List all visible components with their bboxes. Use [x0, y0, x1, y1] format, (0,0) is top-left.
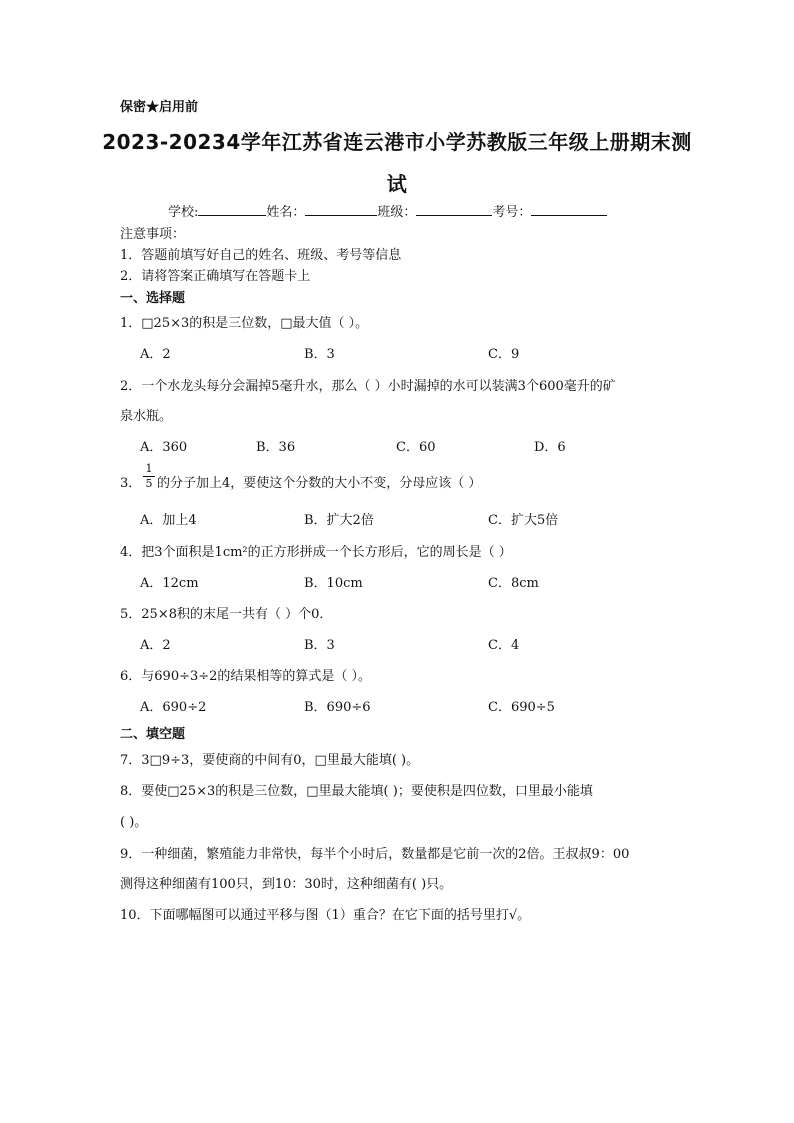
note-item-2: 2．请将答案正确填写在答题卡上: [120, 269, 311, 284]
q5-option-c[interactable]: C．4: [488, 638, 520, 653]
q3-option-a[interactable]: A．加上4: [140, 513, 197, 528]
q6-option-b[interactable]: B．690÷6: [304, 700, 371, 715]
question-1: 1．□25×3的积是三位数，□最大值（ ）。: [120, 316, 369, 331]
q1-option-b[interactable]: B．3: [304, 347, 335, 362]
question-8-continued: ( )。: [120, 815, 148, 830]
question-10: 10．下面哪幅图可以通过平移与图（1）重合？在它下面的括号里打√。: [120, 908, 531, 923]
question-3: 的分子加上4，要使这个分数的大小不变，分母应该（ ）: [157, 476, 482, 491]
school-blank[interactable]: [198, 203, 266, 216]
q1-option-c[interactable]: C．9: [488, 347, 520, 362]
note-item-1: 1．答题前填写好自己的姓名、班级、考号等信息: [120, 248, 402, 263]
student-info-row: [168, 201, 607, 220]
page-title-continued: 试: [386, 172, 408, 196]
section-heading-fill-in: 二、填空题: [120, 727, 186, 742]
question-6: 6．与690÷3÷2的结果相等的算式是（ ）。: [120, 669, 372, 684]
page-title: 2023-20234学年江苏省连云港市小学苏教版三年级上册期末测: [102, 130, 692, 154]
section-heading-choice: 一、选择题: [120, 291, 186, 306]
q3-option-c[interactable]: C．扩大5倍: [488, 513, 559, 528]
name-label: 姓名：: [266, 205, 306, 220]
q6-option-a[interactable]: A．690÷2: [140, 700, 207, 715]
class-blank[interactable]: [416, 203, 492, 216]
q2-option-a[interactable]: A．360: [140, 440, 188, 455]
class-label: 班级：: [377, 205, 417, 220]
q4-option-a[interactable]: A．12cm: [140, 576, 199, 591]
q4-option-b[interactable]: B．10cm: [304, 576, 363, 591]
exam-number-blank[interactable]: [531, 203, 607, 216]
q4-option-c[interactable]: C．8cm: [488, 576, 539, 591]
question-7: 7．3□9÷3，要使商的中间有0，□里最大能填( )。: [120, 753, 420, 768]
exam-number-label: 考号：: [492, 205, 532, 220]
fraction-numerator: 1: [145, 462, 153, 475]
question-9: 9．一种细菌，繁殖能力非常快，每半个小时后，数量都是它前一次的2倍。王叔叔9：00: [120, 847, 630, 862]
school-label: 学校:: [168, 205, 199, 220]
question-5: 5．25×8积的末尾一共有（ ）个0．: [120, 607, 333, 622]
notes-heading: 注意事项：: [120, 227, 186, 242]
q6-option-c[interactable]: C．690÷5: [488, 700, 555, 715]
q2-option-c[interactable]: C．60: [396, 440, 436, 455]
question-2-continued: 泉水瓶。: [120, 409, 173, 424]
question-2: 2．一个水龙头每分会漏掉5毫升水，那么（ ）小时漏掉的水可以装满3个600毫升的矿: [120, 379, 616, 394]
name-blank[interactable]: [305, 203, 377, 216]
q2-option-d[interactable]: D．6: [534, 440, 566, 455]
q3-option-b[interactable]: B．扩大2倍: [304, 513, 374, 528]
question-9-continued: 测得这种细菌有100只，到10：30时，这种细菌有( )只。: [120, 877, 453, 892]
q2-option-b[interactable]: B．36: [256, 440, 296, 455]
question-8: 8．要使□25×3的积是三位数，□里最大能填( )；要使积是四位数，口里最小能填: [120, 784, 593, 799]
question-3-number: 3．: [120, 476, 142, 491]
fraction-denominator: 5: [145, 477, 153, 490]
fraction-one-fifth: [143, 463, 155, 490]
q5-option-a[interactable]: A．2: [140, 638, 171, 653]
q5-option-b[interactable]: B．3: [304, 638, 335, 653]
confidential-label: 保密★启用前: [120, 100, 199, 115]
question-4: 4．把3个面积是1cm²的正方形拼成一个长方形后，它的周长是（ ）: [120, 545, 512, 560]
q1-option-a[interactable]: A．2: [140, 347, 171, 362]
